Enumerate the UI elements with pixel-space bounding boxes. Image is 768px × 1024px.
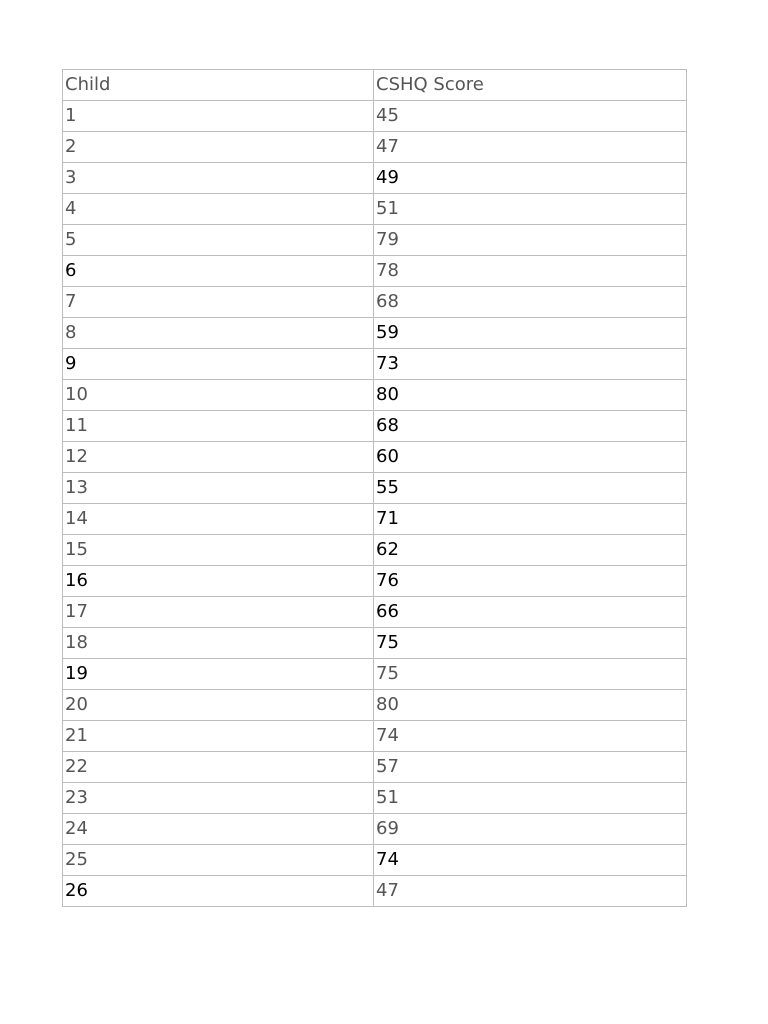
- table-row: [63, 845, 687, 876]
- table-row: [63, 690, 687, 721]
- table-row: [63, 504, 687, 535]
- cshq-score-cell: 45: [374, 101, 687, 132]
- column-header-child: Child: [63, 70, 374, 101]
- child-number-cell: 20: [63, 690, 374, 721]
- cshq-score-cell: 75: [374, 659, 687, 690]
- table-row: [63, 380, 687, 411]
- table-row: [63, 566, 687, 597]
- cshq-score-table: [62, 69, 687, 907]
- child-number-cell: 10: [63, 380, 374, 411]
- table-row: [63, 721, 687, 752]
- cshq-score-cell: 49: [374, 163, 687, 194]
- table-row: [63, 814, 687, 845]
- cshq-score-cell: 71: [374, 504, 687, 535]
- table-row: [63, 628, 687, 659]
- child-number-cell: 12: [63, 442, 374, 473]
- cshq-score-cell: 68: [374, 287, 687, 318]
- child-number-cell: 8: [63, 318, 374, 349]
- table-row: [63, 225, 687, 256]
- child-number-cell: 13: [63, 473, 374, 504]
- cshq-score-cell: 74: [374, 845, 687, 876]
- child-number-cell: 19: [63, 659, 374, 690]
- cshq-score-cell: 47: [374, 876, 687, 907]
- cshq-score-cell: 68: [374, 411, 687, 442]
- cshq-score-cell: 79: [374, 225, 687, 256]
- child-number-cell: 15: [63, 535, 374, 566]
- child-number-cell: 18: [63, 628, 374, 659]
- child-number-cell: 7: [63, 287, 374, 318]
- cshq-score-cell: 55: [374, 473, 687, 504]
- child-number-cell: 6: [63, 256, 374, 287]
- child-number-cell: 5: [63, 225, 374, 256]
- table-body: [63, 101, 687, 907]
- cshq-score-cell: 62: [374, 535, 687, 566]
- cshq-score-cell: 59: [374, 318, 687, 349]
- child-number-cell: 26: [63, 876, 374, 907]
- cshq-score-cell: 51: [374, 783, 687, 814]
- table-row: [63, 411, 687, 442]
- cshq-score-cell: 69: [374, 814, 687, 845]
- cshq-score-cell: 75: [374, 628, 687, 659]
- child-number-cell: 25: [63, 845, 374, 876]
- table-row: [63, 101, 687, 132]
- column-header-cshq-score: CSHQ Score: [374, 70, 687, 101]
- table-row: [63, 194, 687, 225]
- table-row: [63, 876, 687, 907]
- table-row: [63, 132, 687, 163]
- child-number-cell: 14: [63, 504, 374, 535]
- cshq-score-cell: 66: [374, 597, 687, 628]
- cshq-score-cell: 76: [374, 566, 687, 597]
- child-number-cell: 9: [63, 349, 374, 380]
- table-row: [63, 287, 687, 318]
- cshq-score-cell: 47: [374, 132, 687, 163]
- table-row: [63, 659, 687, 690]
- table-row: [63, 597, 687, 628]
- child-number-cell: 4: [63, 194, 374, 225]
- child-number-cell: 22: [63, 752, 374, 783]
- child-number-cell: 3: [63, 163, 374, 194]
- child-number-cell: 17: [63, 597, 374, 628]
- table-row: [63, 783, 687, 814]
- table-header-row: [63, 70, 687, 101]
- cshq-score-cell: 60: [374, 442, 687, 473]
- child-number-cell: 24: [63, 814, 374, 845]
- table-row: [63, 163, 687, 194]
- child-number-cell: 23: [63, 783, 374, 814]
- child-number-cell: 21: [63, 721, 374, 752]
- table-row: [63, 473, 687, 504]
- cshq-score-cell: 74: [374, 721, 687, 752]
- child-number-cell: 16: [63, 566, 374, 597]
- table-row: [63, 256, 687, 287]
- table-row: [63, 535, 687, 566]
- cshq-score-cell: 80: [374, 690, 687, 721]
- child-number-cell: 1: [63, 101, 374, 132]
- table-row: [63, 752, 687, 783]
- cshq-score-cell: 78: [374, 256, 687, 287]
- child-number-cell: 11: [63, 411, 374, 442]
- table-row: [63, 442, 687, 473]
- cshq-score-cell: 80: [374, 380, 687, 411]
- cshq-score-cell: 57: [374, 752, 687, 783]
- table-row: [63, 318, 687, 349]
- cshq-score-cell: 51: [374, 194, 687, 225]
- cshq-score-cell: 73: [374, 349, 687, 380]
- table-row: [63, 349, 687, 380]
- child-number-cell: 2: [63, 132, 374, 163]
